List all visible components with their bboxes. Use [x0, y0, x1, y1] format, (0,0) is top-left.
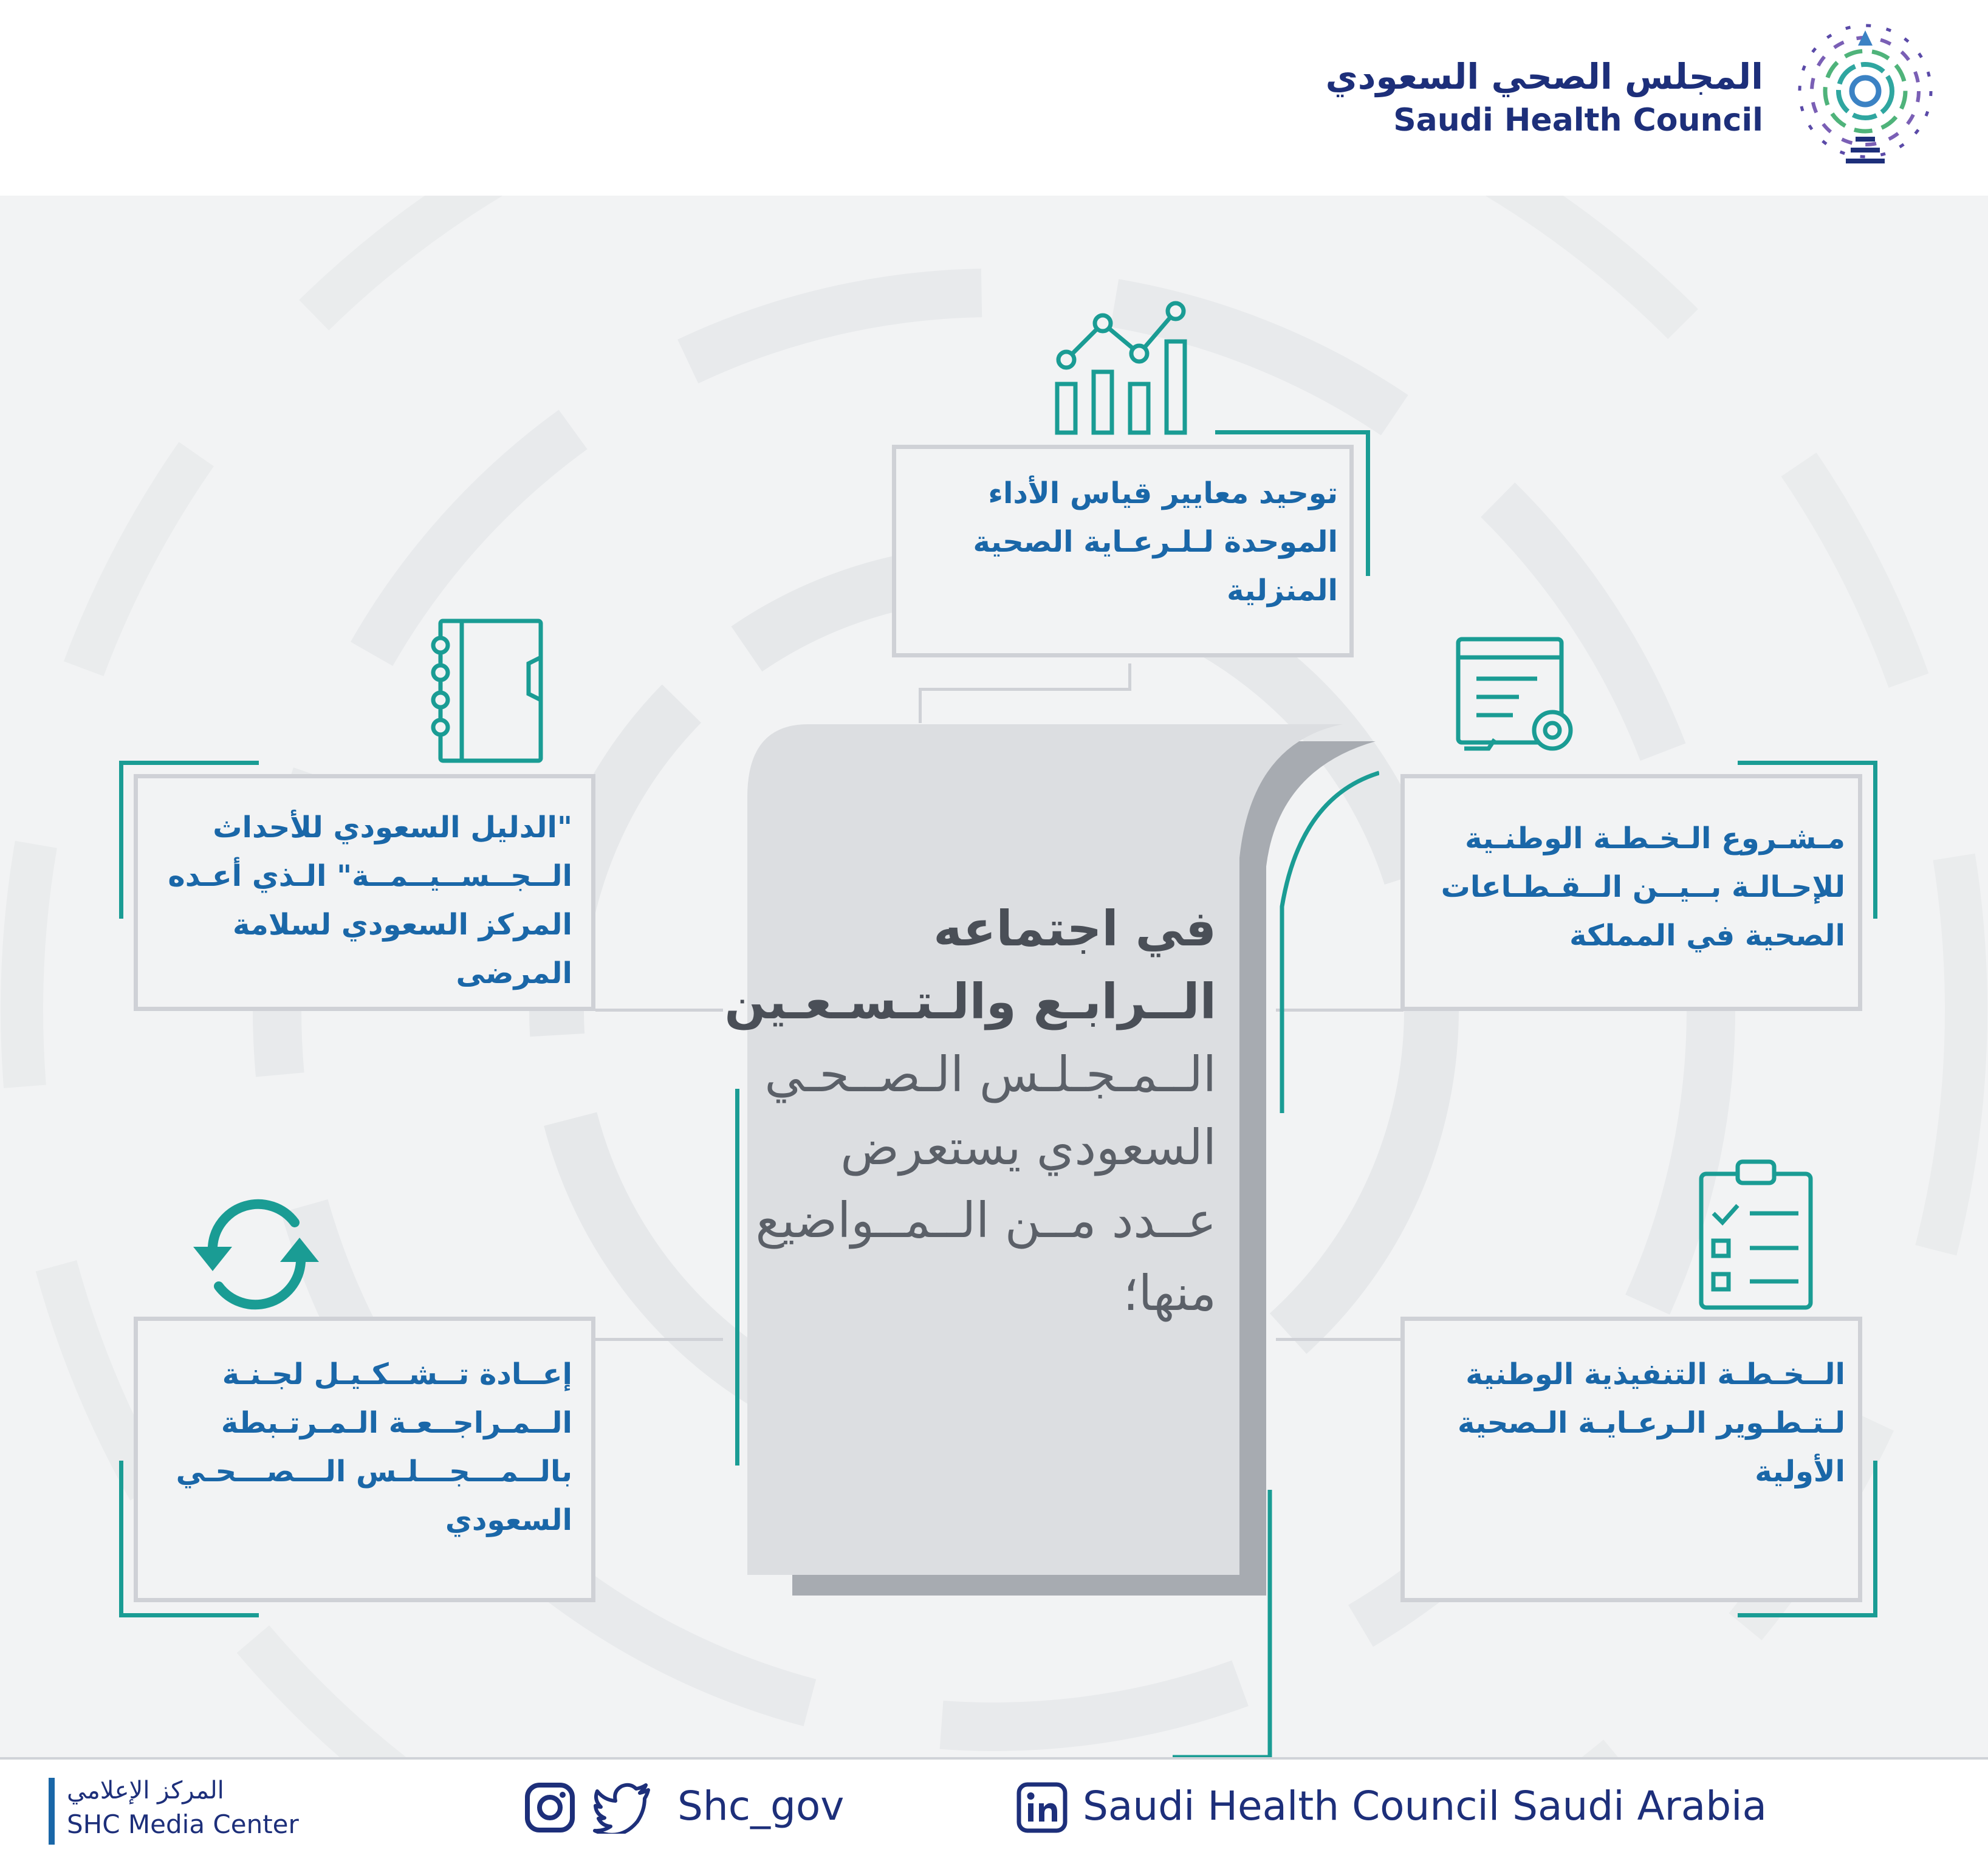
topic-right-top-line2: للإحـالـة بــيــن الــقـطـاعات — [1441, 870, 1845, 904]
shc-logo-icon — [1786, 21, 1944, 173]
topic-right-bottom-text — [1458, 1350, 1845, 1496]
topic-right-bottom-line3: الأولية — [1755, 1455, 1845, 1489]
linkedin-account[interactable]: Saudi Health Council Saudi Arabia — [1083, 1783, 1767, 1829]
topic-left-bottom-line2: الــمـراجــعـة الـمـرتـبطة — [221, 1406, 572, 1440]
connector-top-horizontal — [919, 688, 1131, 691]
teal-corner-lb-h — [119, 1613, 259, 1617]
logo-text-arabic: المجلس الصحي السعودي — [1325, 56, 1763, 97]
topic-top-line2: الموحدة لـلـرعـاية الصحية — [973, 525, 1338, 559]
connector-left-bottom — [595, 1338, 723, 1341]
topic-left-bottom-line4: السعودي — [445, 1503, 572, 1537]
teal-corner-lt-h — [119, 761, 259, 765]
media-center-english: SHC Media Center — [67, 1809, 299, 1839]
connector-top-right-stub — [1128, 663, 1131, 691]
media-center-arabic: المركز الإعلامي — [67, 1777, 224, 1805]
topic-top-text — [973, 469, 1338, 615]
topic-left-top-line3: المركز السعودي لسلامة — [233, 908, 572, 942]
footer-accent-bar — [49, 1778, 55, 1845]
topic-left-bottom-text — [176, 1350, 572, 1544]
teal-corner-rt-v — [1873, 761, 1877, 919]
center-subtitle-line4: منها؛ — [1123, 1265, 1216, 1322]
linkedin-icon[interactable] — [1016, 1781, 1068, 1834]
social-handle[interactable]: Shc_gov — [677, 1783, 845, 1829]
connector-left-top — [595, 1009, 723, 1012]
topic-left-top-text — [168, 803, 572, 998]
teal-corner-lt-v — [119, 761, 123, 919]
footer — [0, 1757, 1988, 1858]
topic-right-bottom-line1: الــخـطـة التنفيذية الوطنية — [1465, 1357, 1845, 1391]
document-gear-icon — [1446, 627, 1592, 773]
main-panel — [0, 196, 1988, 1757]
center-subtitle-line1: الــمـجـلـس الـصــحـي — [764, 1046, 1216, 1103]
topic-right-bottom-line2: لـتـطـوير الـرعـايـة الـصحية — [1458, 1406, 1845, 1440]
topic-left-top-line1: "الدليل السعودي للأحداث — [213, 811, 572, 845]
center-subtitle-line2: السعودي يستعرض — [840, 1119, 1216, 1176]
topic-left-bottom-line1: إعــادة تــشــكـيـل لجـنـة — [222, 1357, 572, 1391]
center-title-line2: الــرابـع والـتـسـعـين — [724, 973, 1216, 1030]
topic-right-top-text — [1441, 814, 1845, 960]
teal-corner-top-h — [1215, 430, 1370, 434]
topic-left-top-line4: المرضى — [456, 956, 572, 990]
center-subtitle-line3: عــدد مــن الــمــواضيع — [755, 1192, 1216, 1249]
teal-corner-lb-v — [119, 1461, 123, 1617]
topic-right-top-line3: الصحية في المملكة — [1569, 919, 1845, 953]
twitter-icon[interactable] — [592, 1781, 653, 1834]
logo-text-english: Saudi Health Council — [1393, 102, 1763, 139]
header — [0, 0, 1988, 196]
topic-top-line1: توحيد معايير قياس الأداء — [988, 476, 1338, 510]
teal-corner-rt-h — [1738, 761, 1877, 765]
refresh-cycle-icon — [182, 1180, 328, 1326]
instagram-icon[interactable] — [524, 1781, 576, 1834]
connector-top-left-stub — [919, 688, 922, 723]
notebook-icon — [425, 615, 553, 767]
teal-corner-rb-h — [1738, 1613, 1877, 1617]
topic-right-top-line1: مـشـروع الـخـطـة الوطنـية — [1465, 821, 1845, 855]
topic-top-line3: المنزلية — [1227, 574, 1338, 608]
teal-corner-top-v — [1366, 430, 1370, 576]
chart-growth-icon — [1045, 293, 1197, 439]
topic-left-top-line2: الــجــســيــمــة" الـذي أعـده — [168, 859, 572, 893]
teal-corner-rb-v — [1873, 1461, 1877, 1617]
center-title-line1: في اجتماعه — [933, 900, 1216, 957]
topic-left-bottom-line3: بالــمـــجـــلـس الـــصـــحـي — [176, 1455, 572, 1489]
clipboard-checklist-icon — [1689, 1156, 1823, 1314]
